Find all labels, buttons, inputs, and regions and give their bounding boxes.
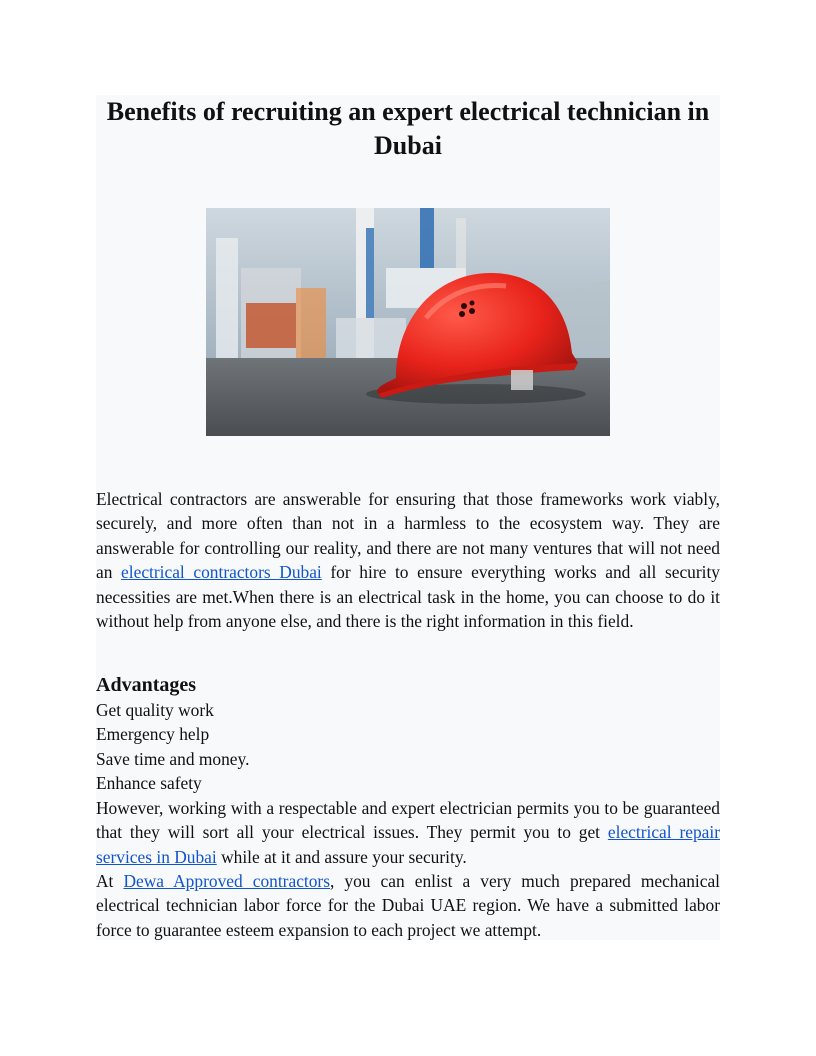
- hero-image: [206, 208, 610, 436]
- intro-text-end: for hire to ensure everything works and all security necessities are met.When there is an electrical task in the home, you can choose to do it without help from anyone else, and there is the right information in this field.: [96, 562, 721, 632]
- page-title: Benefits of recruiting an expert electrical technician in Dubai: [106, 97, 710, 160]
- however-text-start: However, working with a respectable and expert electrician permits you to be guaranteed that they will sort all your electrical issues. They permit you to get: [96, 798, 720, 843]
- electrical-repair-link[interactable]: electrical repair services in Dubai: [96, 822, 721, 867]
- dewa-text-start: At: [96, 871, 124, 891]
- list-item: Emergency help: [96, 724, 210, 745]
- list-item: Enhance safety: [96, 773, 202, 794]
- dewa-text-end: , you can enlist a very much prepared mechanical electrical technician labor force for the Dubai UAE region. We have a submitted labor force to guarantee esteem expansion to each project we attempt.: [96, 871, 721, 940]
- advantages-heading: Advantages: [96, 674, 197, 696]
- advantages-list: [96, 698, 249, 796]
- electrical-contractors-link[interactable]: electrical contractors Dubai: [121, 562, 322, 583]
- dewa-paragraph: [96, 869, 720, 942]
- however-text-end: while at it and assure your security.: [216, 846, 467, 867]
- dewa-approved-link[interactable]: Dewa Approved contractors: [123, 871, 330, 891]
- intro-paragraph: [96, 487, 720, 633]
- however-paragraph: [96, 796, 720, 869]
- red-hard-hat-image: [206, 208, 610, 436]
- intro-text-start: Electrical contractors are answerable for ensuring that those frameworks work viably, securely, and more often than not in a harmless to the ecosystem way. They are answerable for controlling our reality, and there are not many ventures that will not need an: [96, 489, 720, 583]
- list-item: Get quality work: [96, 700, 214, 720]
- list-item: Save time and money.: [96, 748, 250, 769]
